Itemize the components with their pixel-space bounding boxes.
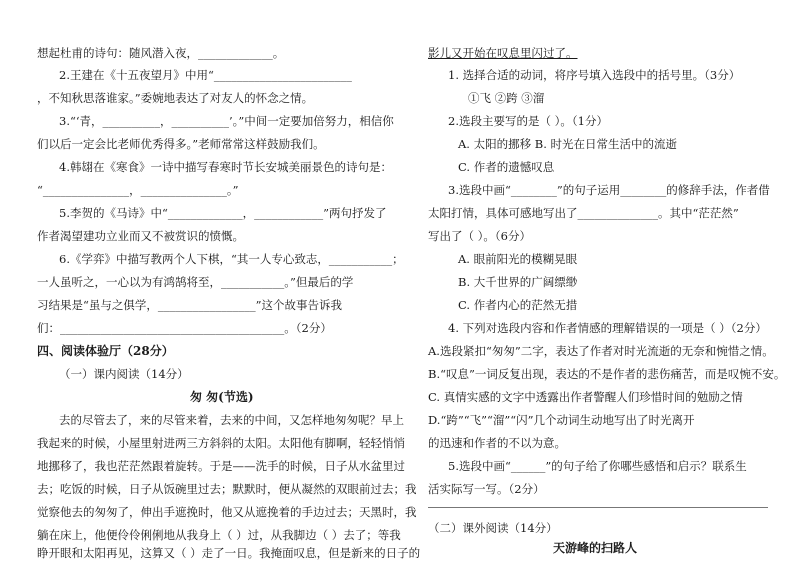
- r-question-4-option-a: A.选段紧扣“匆匆”二字，表达了作者对时光流逝的无奈和惋惜之情。: [428, 344, 774, 358]
- r-question-4-option-d-line-2: 的迅速和作者的不以为意。: [428, 436, 566, 450]
- answer-line: [428, 507, 768, 508]
- r-question-3-option-a: A. 眼前阳光的模糊晃眼: [458, 252, 578, 266]
- passage-title: 匆 匆(节选): [190, 390, 254, 404]
- passage-line-7: 睁开眼和太阳再见，这算又（ ）走了一日。我掩面叹息，但是新来的日子的: [37, 546, 421, 560]
- question-3-line-2: 们以后一定会比老师优秀得多。”老师常常这样鼓励我们。: [37, 137, 325, 151]
- r-question-4-option-d-line-1: D.“跨”“飞”“溜”“闪”几个动词生动地写出了时光离开: [428, 413, 695, 427]
- subsection-1-heading: （一）课内阅读（14分）: [59, 367, 189, 381]
- r-question-5-line-1: 5.选段中画“______”的句子给了你哪些感悟和启示？联系生: [448, 459, 747, 473]
- passage-line-5: 觉察他去的匆匆了，伸出手遮挽时，他又从遮挽着的手边过去；天黑时，我: [37, 505, 417, 519]
- r-question-2: 2.选段主要写的是（ ）。（1分）: [448, 114, 608, 128]
- r-question-3-line-2: 太阳打情，具体可感地写出了______________。其中“茫茫然”: [428, 206, 739, 220]
- r-question-2-option-c: C. 作者的遗憾叹息: [458, 160, 555, 174]
- question-6-line-2: 一人虽听之，一心以为有鸿鹄将至，___________。”但最后的学: [37, 275, 354, 289]
- question-6-line-1: 6.《学弈》中描写教两个人下棋，“其一人专心致志，___________；: [59, 252, 404, 266]
- passage-line-4: 去；吃饭的时候，日子从饭碗里过去；默默时，便从凝然的双眼前过去；我: [37, 482, 417, 496]
- r-question-1-options: ①飞 ②跨 ③溜: [468, 91, 545, 105]
- passage-line-6: 躺在床上，他便伶伶俐俐地从我身上（ ）过，从我脚边（ ）去了；等我: [37, 528, 401, 542]
- r-question-3-line-1: 3.选段中画“________”的句子运用________的修辞手法，作者借: [448, 183, 770, 197]
- question-3-line-1: 3.“‘青，__________，__________’。”中间一定要加倍努力，相信你: [59, 114, 394, 128]
- poem-line-du-fu: 想起杜甫的诗句：随风潜入夜，_____________。: [37, 46, 285, 60]
- r-question-3-option-c: C. 作者内心的茫然无措: [458, 298, 578, 312]
- question-5-line-2: 作者渴望建功立业而又不被赏识的愤慨。: [37, 229, 244, 243]
- subsection-2-heading: （二）课外阅读（14分）: [428, 521, 558, 535]
- r-question-4-option-c: C. 真情实感的文字中透露出作者警醒人们珍惜时间的勉励之情: [428, 390, 743, 404]
- question-4-line-2: “_______________，_______________。”: [37, 183, 239, 197]
- passage-line-2: 我起来的时候，小屋里射进两三方斜斜的太阳。太阳他有脚啊，轻轻悄悄: [37, 436, 405, 450]
- question-2-line-2: ，不知秋思落谁家。”委婉地表达了对友人的怀念之情。: [37, 91, 314, 105]
- passage-line-1: 去的尽管去了，来的尽管来着，去来的中间，又怎样地匆匆呢？早上: [59, 413, 404, 427]
- question-2-line-1: 2.王建在《十五夜望月》中用“________________________: [59, 68, 352, 82]
- reading-title: 天游峰的扫路人: [553, 541, 638, 555]
- r-question-3-option-b: B. 大千世界的广阔缥缈: [458, 275, 578, 289]
- question-6-line-4: 们：_______________________________________。（2分）: [37, 321, 332, 335]
- r-question-1: 1. 选择合适的动词，将序号填入选段中的括号里。（3分）: [448, 68, 741, 82]
- r-question-4: 4. 下列对选段内容和作者情感的理解错误的一项是（ ）（2分）: [448, 321, 767, 335]
- r-question-3-line-3: 写出了（ ）。（6分）: [428, 229, 531, 243]
- passage-continuation: 影儿又开始在叹息里闪过了。: [428, 46, 578, 60]
- question-4-line-1: 4.韩翃在《寒食》一诗中描写春寒时节长安城美丽景色的诗句是：: [59, 160, 392, 174]
- r-question-5-line-2: 活实际写一写。（2分）: [428, 482, 545, 496]
- section-4-heading: 四、阅读体验厅（28分）: [37, 344, 174, 358]
- r-question-2-options-ab: A. 太阳的挪移 B. 时光在日常生活中的流逝: [458, 137, 678, 151]
- r-question-4-option-b: B.“叹息”一词反复出现，表达的不是作者的悲伤痛苦，而是叹惋不安。: [428, 367, 786, 381]
- question-5-line-1: 5.李贺的《马诗》中“_____________，____________”两句抒发了: [59, 206, 387, 220]
- passage-line-3: 地挪移了，我也茫茫然跟着旋转。于是——洗手的时候，日子从水盆里过: [37, 459, 405, 473]
- question-6-line-3: 习结果是“虽与之俱学，_________________”这个故事告诉我: [37, 298, 343, 312]
